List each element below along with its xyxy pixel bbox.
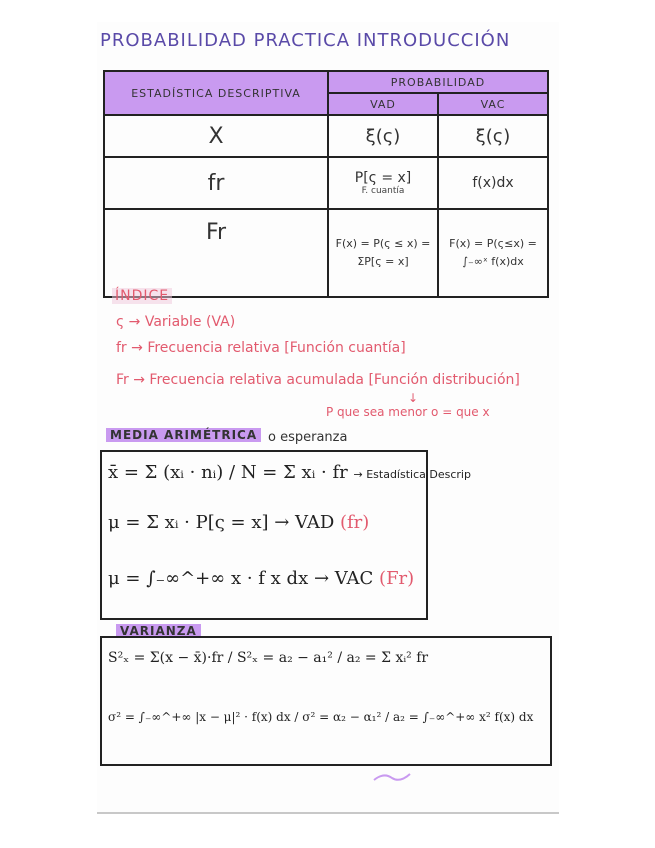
indice-line-1: ς → Variable (VA) [116, 314, 236, 330]
media-heading: MEDIA ARIMÉTRICA [106, 428, 261, 442]
header-estadistica: ESTADÍSTICA DESCRIPTIVA [104, 71, 328, 115]
media-formula-2-tag: (fr) [340, 512, 370, 533]
page-title: PROBABILIDAD PRACTICA INTRODUCCIÓN [100, 30, 511, 51]
media-heading-tail: o esperanza [268, 430, 348, 445]
indice-heading: ÍNDICE [112, 288, 172, 304]
header-vac: VAC [438, 93, 548, 115]
media-formula-1 [108, 462, 471, 483]
media-formula-2 [108, 512, 369, 533]
varianza-formula-1: S²ₓ = Σ(x − x̄)·fr / S²ₓ = a₂ − a₁² / a₂ = Σ xᵢ² fr [108, 650, 429, 666]
row-x-vac: ξ(ς) [438, 115, 548, 157]
header-vad: VAD [328, 93, 438, 115]
summary-table [103, 70, 549, 298]
row-fr-vad-note: F. cuantía [361, 186, 405, 196]
varianza-formula-2: σ² = ∫₋∞^+∞ |x − μ|² · f(x) dx / σ² = α₂ − α₁² / a₂ = ∫₋∞^+∞ x² f(x) dx [108, 710, 534, 724]
row-x-vad: ξ(ς) [328, 115, 438, 157]
row-Fr-vac: F(x) = P(ς≤x) = ∫₋∞ˣ f(x)dx [438, 209, 548, 297]
squiggle-mark [372, 770, 412, 784]
varianza-heading: VARIANZA [116, 624, 201, 638]
row-fr-desc: fr [104, 157, 328, 209]
media-formula-3-tag: (Fr) [379, 568, 415, 589]
indice-arrow: ↓ [408, 391, 419, 405]
indice-line-3: Fr → Frecuencia relativa acumulada [Función distribución] [116, 372, 520, 388]
media-formula-3 [108, 568, 414, 589]
row-Fr-desc: Fr [104, 209, 328, 297]
row-Fr-vad: F(x) = P(ς ≤ x) = ΣP[ς = x] [328, 209, 438, 297]
row-fr-vad [328, 157, 438, 209]
indice-line-2: fr → Frecuencia relativa [Función cuantía] [116, 340, 406, 356]
row-fr-vac: f(x)dx [438, 157, 548, 209]
media-formula-2-text: μ = Σ xᵢ · P[ς = x] → VAD [108, 512, 335, 533]
row-x-desc: X [104, 115, 328, 157]
indice-note: P que sea menor o = que x [326, 405, 490, 419]
media-formula-1-text: x̄ = Σ (xᵢ · nᵢ) / N = Σ xᵢ · fr [108, 462, 348, 483]
header-probabilidad: PROBABILIDAD [328, 71, 548, 93]
row-fr-vad-formula: P[ς = x] [354, 170, 412, 186]
media-formula-3-text: μ = ∫₋∞^+∞ x · f x dx → VAC [108, 568, 374, 589]
media-formula-1-note: → Estadística Descrip [353, 468, 471, 481]
